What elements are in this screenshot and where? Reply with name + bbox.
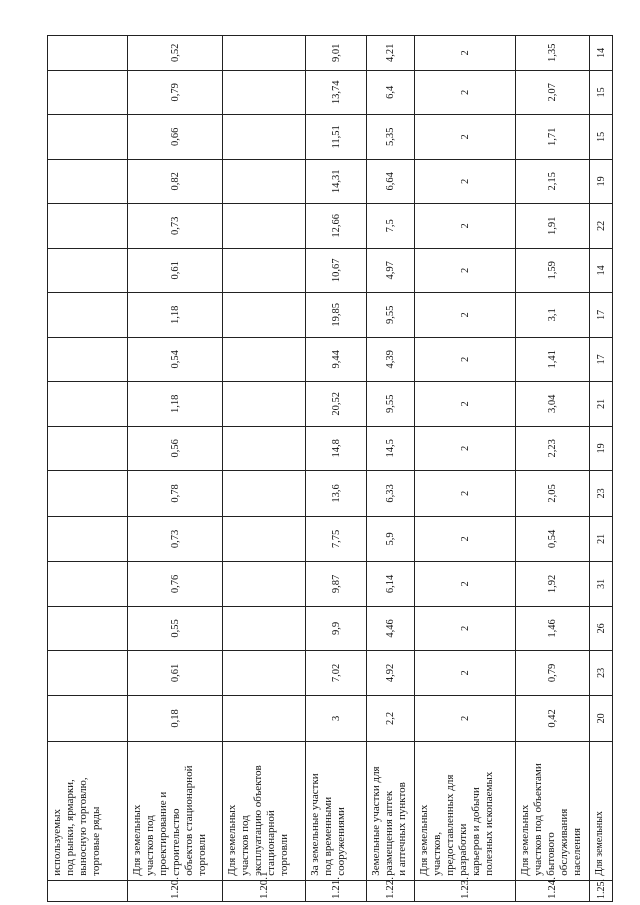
value-cell: 1,71 [516,115,590,160]
value-cell: 0,76 [128,562,223,607]
description-line: участков под объектами [532,763,544,876]
value-cell: 17 [590,337,613,382]
table-body [48,36,613,902]
value-cell: 2 [415,695,516,742]
value-cell: 2 [415,115,516,160]
value-cell: 0,42 [516,695,590,742]
value-cell: 14,8 [306,426,367,471]
table-row [516,36,590,902]
value-cell [223,248,306,293]
value-cell: 5,35 [367,115,415,160]
description-line: карьеров и добычи [470,787,482,876]
row-description-cell [48,742,128,881]
row-description-cell [367,742,415,881]
value-cell: 3,1 [516,293,590,338]
value-cell: 22 [590,204,613,249]
value-cell [48,695,128,742]
value-cell [48,115,128,160]
value-cell: 0,79 [128,70,223,115]
value-cell: 10,67 [306,248,367,293]
description-line: Для земельных [131,804,143,876]
value-cell: 0,78 [128,471,223,517]
value-cell: 12,66 [306,204,367,249]
value-cell: 9,9 [306,606,367,651]
description-line: участков, [431,831,443,876]
value-cell: 2 [415,606,516,651]
value-cell: 15 [590,70,613,115]
value-cell: 4,46 [367,606,415,651]
value-cell: 9,01 [306,36,367,71]
value-cell: 2 [415,651,516,696]
value-cell: 2 [415,471,516,517]
value-cell: 2 [415,382,516,427]
value-cell: 2 [415,248,516,293]
value-cell: 20 [590,695,613,742]
rotated-table-frame [47,35,607,902]
value-cell: 2 [415,70,516,115]
row-description-cell [306,742,367,881]
row-description-cell [415,742,516,881]
value-cell: 2,23 [516,426,590,471]
value-cell [48,651,128,696]
value-cell: 20,52 [306,382,367,427]
description-line: торговли [278,833,290,876]
description-line: полезных ископаемых [483,771,495,876]
value-cell: 4,39 [367,337,415,382]
description-line: разработки [457,823,469,876]
value-cell [48,70,128,115]
value-cell [48,606,128,651]
description-line: За земельные участки [309,773,321,876]
description-line: используемых [51,809,63,876]
value-cell: 14,5 [367,426,415,471]
value-cell [223,426,306,471]
value-cell: 5,9 [367,516,415,562]
value-cell: 26 [590,606,613,651]
value-cell: 4,21 [367,36,415,71]
value-cell: 1,18 [128,293,223,338]
value-cell: 7,75 [306,516,367,562]
row-number-cell: 1.20. [128,880,223,901]
description-line: и аптечных пунктов [396,782,408,876]
value-cell: 14 [590,248,613,293]
value-cell [223,36,306,71]
value-cell: 23 [590,471,613,517]
value-cell: 2 [415,426,516,471]
value-cell: 7,02 [306,651,367,696]
value-cell: 9,55 [367,382,415,427]
value-cell [223,516,306,562]
value-cell: 2 [415,36,516,71]
value-cell [48,204,128,249]
value-cell [223,115,306,160]
value-cell: 6,4 [367,70,415,115]
row-number-cell: 1.24. [516,880,590,901]
value-cell: 15 [590,115,613,160]
value-cell [48,36,128,71]
value-cell [48,293,128,338]
value-cell: 3 [306,695,367,742]
value-cell [48,426,128,471]
value-cell [223,606,306,651]
table-row [48,36,128,902]
table-row [415,36,516,902]
value-cell: 0,73 [128,204,223,249]
value-cell: 23 [590,651,613,696]
value-cell [223,159,306,204]
value-cell [223,293,306,338]
table-row [223,36,306,902]
value-cell [223,382,306,427]
value-cell [48,562,128,607]
value-cell [223,562,306,607]
description-line: эксплуатацию объектов [252,765,264,876]
row-number-cell: 1.20.1 [223,880,306,901]
value-cell: 0,79 [516,651,590,696]
value-cell: 0,73 [128,516,223,562]
value-cell: 2 [415,562,516,607]
value-cell: 4,97 [367,248,415,293]
value-cell: 0,52 [128,36,223,71]
value-cell [48,159,128,204]
value-cell: 6,33 [367,471,415,517]
value-cell [48,382,128,427]
description-line: населения [571,827,583,876]
value-cell: 19 [590,426,613,471]
description-line: под временными [322,796,334,876]
value-cell: 4,92 [367,651,415,696]
rotated-table-viewport [47,35,607,902]
value-cell: 17 [590,293,613,338]
value-cell [223,70,306,115]
value-cell: 9,44 [306,337,367,382]
table-row [367,36,415,902]
value-cell: 1,91 [516,204,590,249]
value-cell: 31 [590,562,613,607]
value-cell: 0,18 [128,695,223,742]
description-line: выносную торговлю, [77,777,89,876]
description-line: Для земельных [594,811,605,876]
value-cell: 0,66 [128,115,223,160]
value-cell: 0,61 [128,248,223,293]
value-cell: 3,04 [516,382,590,427]
description-line: строительство [170,808,182,876]
tariff-table [47,35,613,902]
value-cell: 2 [415,204,516,249]
row-number-cell: 1.22. [367,880,415,901]
value-cell: 19,85 [306,293,367,338]
value-cell: 6,14 [367,562,415,607]
value-cell: 0,82 [128,159,223,204]
value-cell [223,471,306,517]
value-cell: 2 [415,293,516,338]
value-cell: 0,61 [128,651,223,696]
value-cell: 6,64 [367,159,415,204]
description-line: торговые ряды [90,806,102,876]
value-cell: 0,55 [128,606,223,651]
value-cell [48,471,128,517]
description-line: под рынки, ярмарки, [64,779,76,876]
value-cell: 2,07 [516,70,590,115]
value-cell: 21 [590,516,613,562]
value-cell: 19 [590,159,613,204]
description-line: объектов стационарной [183,765,195,876]
description-line: торговли [196,833,208,876]
row-number-cell: 1.21. [306,880,367,901]
value-cell [223,651,306,696]
table-row [128,36,223,902]
description-line: участков под [239,815,251,876]
row-number-cell: 1.25. [590,880,613,901]
value-cell: 2,15 [516,159,590,204]
description-line: проектирование и [157,791,169,876]
description-line: участков под [144,815,156,876]
value-cell [223,695,306,742]
value-cell: 2,05 [516,471,590,517]
row-description-cell [223,742,306,881]
value-cell: 1,59 [516,248,590,293]
value-cell: 1,46 [516,606,590,651]
value-cell: 1,41 [516,337,590,382]
value-cell: 1,35 [516,36,590,71]
description-line: Земельные участки для [370,766,382,876]
value-cell: 2 [415,159,516,204]
value-cell: 14 [590,36,613,71]
value-cell: 9,55 [367,293,415,338]
row-description-cell [590,742,613,881]
value-cell: 13,74 [306,70,367,115]
value-cell: 14,31 [306,159,367,204]
description-line: обслуживания [558,808,570,876]
value-cell: 0,54 [516,516,590,562]
value-cell [48,337,128,382]
value-cell: 9,87 [306,562,367,607]
row-description-cell [128,742,223,881]
value-cell: 2 [415,337,516,382]
value-cell [223,204,306,249]
value-cell: 0,54 [128,337,223,382]
row-number-cell [48,880,128,901]
row-number-cell: 1.23. [415,880,516,901]
value-cell: 13,6 [306,471,367,517]
description-line: Для земельных [226,804,238,876]
value-cell [48,248,128,293]
description-line: Для земельных [519,804,531,876]
table-row [306,36,367,902]
description-line: предоставленных для [444,774,456,876]
description-line: размещения аптек [383,790,395,876]
description-line: сооружениями [335,807,347,876]
value-cell: 1,92 [516,562,590,607]
value-cell: 11,51 [306,115,367,160]
value-cell: 21 [590,382,613,427]
value-cell: 0,56 [128,426,223,471]
row-description-cell [516,742,590,881]
value-cell [48,516,128,562]
value-cell: 7,5 [367,204,415,249]
description-line: стационарной [265,810,277,876]
description-line: Для земельных [418,804,430,876]
description-line: бытового [545,832,557,876]
table-row [590,36,613,902]
value-cell: 2 [415,516,516,562]
value-cell: 2,2 [367,695,415,742]
value-cell: 1,18 [128,382,223,427]
value-cell [223,337,306,382]
